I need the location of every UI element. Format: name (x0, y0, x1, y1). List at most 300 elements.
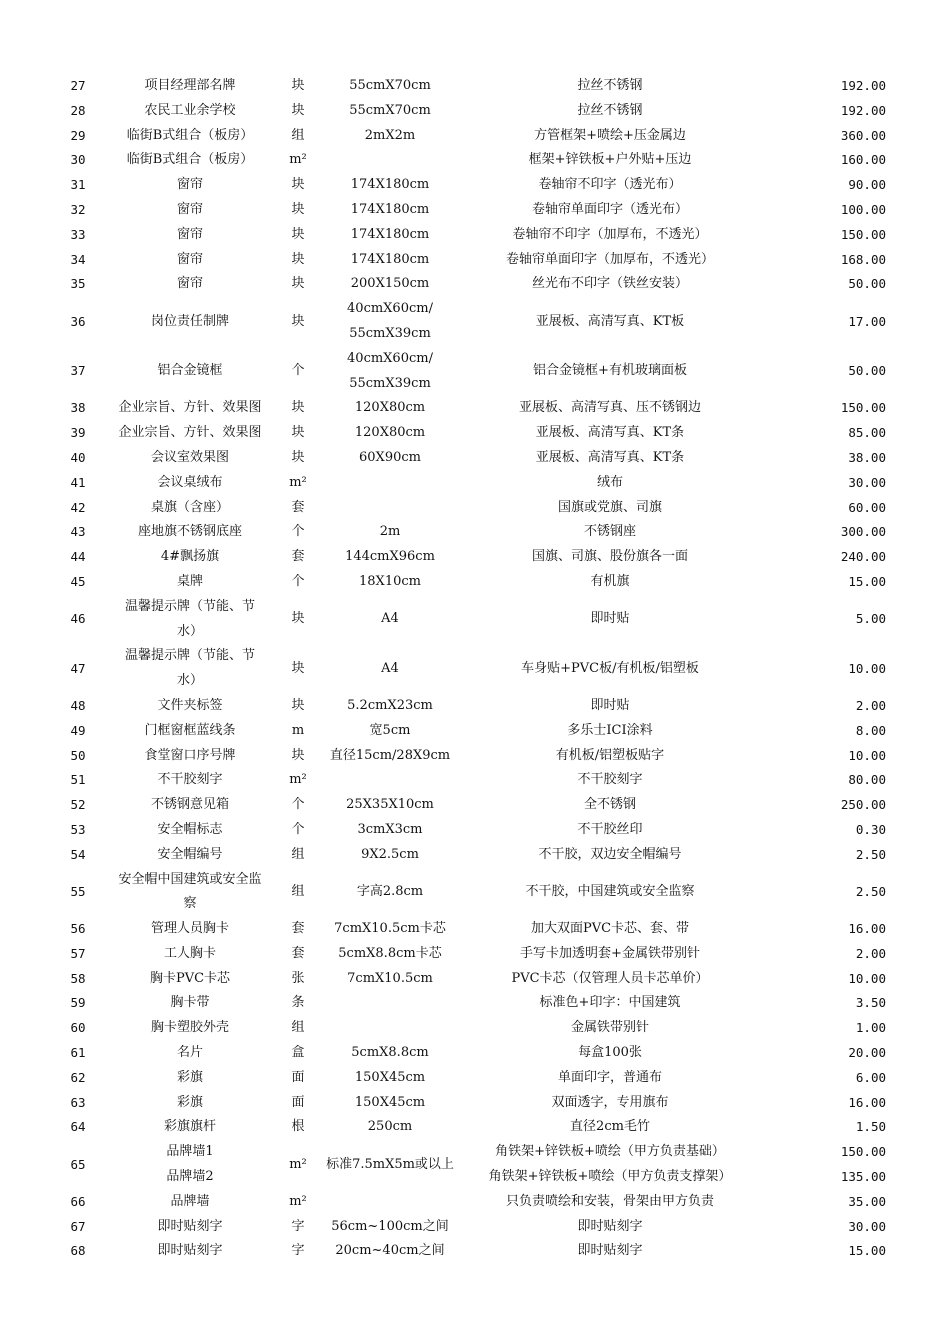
item-name: 会议室效果图 (150, 449, 229, 465)
unit-price: 10.00 (848, 660, 886, 676)
material: 亚展板、高清写真、KT条 (535, 449, 685, 465)
unit: 块 (291, 313, 305, 329)
row-number: 38 (70, 400, 86, 416)
material: 绒布 (596, 474, 623, 490)
item-name: 窗帘 (176, 276, 203, 292)
material-line1: 角铁架+锌铁板+喷绘（甲方负责基础） (495, 1144, 725, 1160)
item-name: 名片 (176, 1045, 203, 1061)
unit: m² (289, 152, 307, 168)
unit-price: 250.00 (840, 797, 886, 813)
unit-price: 240.00 (840, 549, 886, 565)
row-number: 66 (70, 1193, 86, 1209)
unit-price: 360.00 (840, 127, 886, 143)
item-name: 安全帽编号 (157, 846, 223, 862)
item-name-line2: 水） (176, 623, 203, 639)
unit: 块 (291, 251, 305, 267)
row-number: 29 (70, 127, 86, 143)
table-row (52, 768, 898, 793)
unit: 字 (291, 1243, 305, 1259)
unit-price: 50.00 (848, 363, 886, 379)
row-number: 43 (70, 524, 86, 540)
row-number: 60 (70, 1020, 86, 1036)
table-row (52, 1066, 898, 1091)
table-row (52, 967, 898, 992)
row-number: 36 (70, 313, 86, 329)
row-number: 56 (70, 921, 86, 937)
specification: 5cmX8.8cm (351, 1045, 429, 1061)
specification: 7cmX10.5cm卡芯 (334, 921, 446, 937)
unit: 个 (291, 821, 305, 837)
row-number: 63 (70, 1094, 86, 1110)
unit-price: 16.00 (848, 921, 886, 937)
specification-line2: 55cmX39cm (349, 375, 431, 391)
table-row (52, 1016, 898, 1041)
item-name-line1: 温馨提示牌（节能、节 (124, 648, 255, 664)
specification: 55cmX70cm (349, 78, 431, 93)
row-number: 40 (70, 449, 86, 465)
table-row (52, 248, 898, 273)
unit-price: 3.50 (855, 995, 886, 1011)
unit-price: 0.30 (855, 821, 886, 837)
unit: 块 (291, 276, 305, 292)
unit-price: 300.00 (840, 524, 886, 540)
material: 不干胶刻字 (577, 772, 643, 788)
unit-price: 150.00 (840, 400, 886, 416)
item-name: 即时贴刻字 (157, 1243, 223, 1259)
table-row (52, 1041, 898, 1066)
specification (320, 471, 460, 496)
unit-price: 10.00 (848, 747, 886, 763)
specification (320, 297, 460, 347)
item-name: 临街B式组合（板房） (126, 127, 254, 143)
material (460, 1140, 760, 1190)
item-name: 会议桌绒布 (157, 474, 223, 490)
row-number: 61 (70, 1045, 86, 1061)
unit: 套 (291, 921, 305, 937)
row-number: 33 (70, 226, 86, 242)
unit-price: 15.00 (848, 1243, 886, 1259)
unit-price: 20.00 (848, 1045, 886, 1061)
unit: 组 (291, 1020, 305, 1036)
table-row (52, 297, 898, 347)
material: 即时贴 (590, 611, 630, 627)
table-row (52, 421, 898, 446)
unit-price: 2.00 (855, 697, 886, 713)
item-name: 农民工业余学校 (144, 102, 236, 118)
unit: 面 (291, 1094, 305, 1110)
unit: 套 (291, 945, 305, 961)
unit: m² (289, 1156, 307, 1172)
item-name: 文件夹标签 (157, 697, 223, 713)
row-number: 54 (70, 846, 86, 862)
item-name: 胸卡PVC卡芯 (149, 970, 231, 986)
item-name: 项目经理部名牌 (144, 78, 236, 93)
material: 铝合金镜框+有机玻璃面板 (533, 363, 687, 379)
unit: 块 (291, 697, 305, 713)
table-row (52, 347, 898, 397)
row-number: 39 (70, 425, 86, 441)
specification: 150X45cm (354, 1069, 426, 1085)
row-number: 53 (70, 821, 86, 837)
specification: 55cmX70cm (349, 102, 431, 118)
unit-price: 16.00 (848, 1094, 886, 1110)
unit: 张 (291, 970, 305, 986)
unit-price: 160.00 (840, 152, 886, 168)
table-row (52, 198, 898, 223)
specification: A4 (381, 660, 399, 676)
unit-price: 192.00 (840, 78, 886, 93)
unit: 个 (291, 363, 305, 379)
material: 双面透字，专用旗布 (551, 1094, 669, 1110)
unit-price: 8.00 (855, 722, 886, 738)
material: 直径2cm毛竹 (570, 1119, 650, 1135)
specification: 56cm~100cm之间 (331, 1218, 449, 1234)
item-name: 食堂窗口序号牌 (144, 747, 236, 763)
material: 有机板/铝塑板贴字 (555, 747, 665, 763)
material: 加大双面PVC卡芯、套、带 (530, 921, 690, 937)
item-name: 胸卡带 (170, 995, 210, 1011)
material: 多乐士ICI涂料 (567, 722, 653, 738)
table-row (52, 520, 898, 545)
unit-price: 192.00 (840, 102, 886, 118)
unit-price: 168.00 (840, 251, 886, 267)
material: 不干胶丝印 (577, 821, 643, 837)
unit-price: 1.00 (855, 1020, 886, 1036)
specification: 直径15cm/28X9cm (329, 747, 451, 763)
table-row (52, 545, 898, 570)
row-number: 31 (70, 177, 86, 193)
unit-price: 80.00 (848, 772, 886, 788)
price-list-body (52, 74, 898, 1264)
specification: 174X180cm (350, 251, 430, 267)
unit-price: 5.00 (855, 611, 886, 627)
item-name: 不锈钢意见箱 (150, 797, 229, 813)
row-number: 58 (70, 970, 86, 986)
row-number: 52 (70, 797, 86, 813)
specification: 5cmX8.8cm卡芯 (338, 945, 442, 961)
unit-price: 2.50 (855, 846, 886, 862)
material: 方管框架+喷绘+压金属边 (534, 127, 686, 143)
specification (320, 1016, 460, 1041)
material: 车身贴+PVC板/有机板/铝塑板 (521, 660, 699, 676)
item-name-line1: 温馨提示牌（节能、节 (124, 598, 255, 614)
item-name: 桌旗（含座） (150, 499, 229, 515)
row-number: 51 (70, 772, 86, 788)
specification (320, 768, 460, 793)
row-number: 67 (70, 1218, 86, 1234)
material: 国旗或党旗、司旗 (557, 499, 662, 515)
specification: 150X45cm (354, 1094, 426, 1110)
table-row (52, 942, 898, 967)
material: 即时贴刻字 (577, 1218, 643, 1234)
row-number: 64 (70, 1119, 86, 1135)
unit: 组 (291, 883, 305, 899)
table-row (52, 719, 898, 744)
table-row (52, 99, 898, 124)
unit: 套 (291, 549, 305, 565)
material: 即时贴刻字 (577, 1243, 643, 1259)
unit-price: 100.00 (840, 201, 886, 217)
unit: 个 (291, 573, 305, 589)
material: 不干胶，中国建筑或安全监察 (525, 883, 695, 899)
item-name: 铝合金镜框 (157, 363, 223, 379)
table-row (52, 1091, 898, 1116)
unit-price: 150.00 (840, 226, 886, 242)
unit: 根 (291, 1119, 305, 1135)
table-row (52, 1190, 898, 1215)
row-number: 28 (70, 102, 86, 118)
item-name: 彩旗 (176, 1069, 203, 1085)
unit: m² (289, 1193, 307, 1209)
unit-price-line2: 135.00 (840, 1169, 886, 1185)
item-name: 管理人员胸卡 (150, 921, 229, 937)
unit-price: 30.00 (848, 474, 886, 490)
material: 标准色+印字：中国建筑 (539, 995, 681, 1011)
unit: 套 (291, 499, 305, 515)
specification: 120X80cm (354, 425, 426, 441)
unit-price-line1: 150.00 (840, 1144, 886, 1160)
item-name-line2: 品牌墙2 (166, 1169, 214, 1185)
row-number: 35 (70, 276, 86, 292)
table-row (52, 1215, 898, 1240)
item-name (104, 595, 276, 645)
specification-line2: 55cmX39cm (349, 325, 431, 341)
item-name-line1: 安全帽中国建筑或安全监 (118, 871, 262, 887)
specification: 宽5cm (369, 722, 411, 738)
material: 亚展板、高清写真、压不锈钢边 (518, 400, 701, 416)
table-row (52, 124, 898, 149)
unit-price: 35.00 (848, 1193, 886, 1209)
unit: 块 (291, 177, 305, 193)
row-number: 34 (70, 251, 86, 267)
item-name-line1: 品牌墙1 (166, 1144, 214, 1160)
specification: 2m (379, 524, 401, 540)
unit-price: 2.50 (855, 883, 886, 899)
material: 每盒100张 (578, 1045, 642, 1061)
table-row (52, 496, 898, 521)
specification (320, 347, 460, 397)
row-number: 37 (70, 363, 86, 379)
specification (320, 496, 460, 521)
unit-price: 10.00 (848, 970, 886, 986)
item-name: 品牌墙 (170, 1193, 210, 1209)
specification: 200X150cm (350, 276, 430, 292)
unit: 块 (291, 747, 305, 763)
item-name-line2: 水） (176, 673, 203, 689)
material: 有机旗 (590, 573, 630, 589)
row-number: 45 (70, 573, 86, 589)
item-name: 工人胸卡 (163, 945, 216, 961)
table-row (52, 446, 898, 471)
material-line2: 角铁架+锌铁板+喷绘（甲方负责支撑架） (488, 1169, 732, 1185)
specification (320, 148, 460, 173)
specification: 174X180cm (350, 226, 430, 242)
specification: 144cmX96cm (345, 549, 435, 565)
table-row (52, 793, 898, 818)
unit-price: 50.00 (848, 276, 886, 292)
row-number: 44 (70, 549, 86, 565)
unit: 块 (291, 226, 305, 242)
unit: 个 (291, 524, 305, 540)
unit: 块 (291, 78, 305, 93)
unit: 个 (291, 797, 305, 813)
item-name: 门框窗框蓝线条 (144, 722, 236, 738)
item-name: 窗帘 (176, 226, 203, 242)
table-row (52, 818, 898, 843)
material: 国旗、司旗、股份旗各一面 (531, 549, 688, 565)
table-row (52, 644, 898, 694)
item-name: 企业宗旨、方针、效果图 (118, 425, 262, 441)
material: 丝光布不印字（铁丝安装） (531, 276, 688, 292)
row-number: 50 (70, 747, 86, 763)
row-number: 46 (70, 611, 86, 627)
table-row (52, 272, 898, 297)
material: 全不锈钢 (583, 797, 636, 813)
unit: m² (289, 474, 307, 490)
item-name: 岗位责任制牌 (150, 313, 229, 329)
table-row (52, 396, 898, 421)
specification: 25X35X10cm (346, 797, 434, 813)
unit-price: 17.00 (848, 313, 886, 329)
row-number: 30 (70, 152, 86, 168)
item-name: 彩旗旗杆 (163, 1119, 216, 1135)
specification: 3cmX3cm (357, 821, 423, 837)
row-number: 32 (70, 201, 86, 217)
unit: 块 (291, 425, 305, 441)
specification: 字高2.8cm (356, 883, 424, 899)
row-number: 65 (70, 1156, 86, 1172)
unit: 条 (291, 995, 305, 1011)
table-row (52, 223, 898, 248)
unit-price: 60.00 (848, 499, 886, 515)
unit-price: 85.00 (848, 425, 886, 441)
material: 亚展板、高清写真、KT板 (535, 313, 685, 329)
specification: 120X80cm (354, 400, 426, 416)
material: 拉丝不锈钢 (577, 102, 643, 118)
table-row (52, 991, 898, 1016)
table-row (52, 173, 898, 198)
item-name: 临街B式组合（板房） (126, 152, 254, 168)
table-row (52, 74, 898, 99)
table-row (52, 843, 898, 868)
specification: 174X180cm (350, 201, 430, 217)
material: 亚展板、高清写真、KT条 (535, 425, 685, 441)
table-row (52, 1140, 898, 1190)
material: 卷轴帘单面印字（加厚布，不透光） (505, 251, 714, 267)
table-row (52, 1115, 898, 1140)
table-row (52, 744, 898, 769)
item-name: 企业宗旨、方针、效果图 (118, 400, 262, 416)
table-row (52, 570, 898, 595)
table-row (52, 148, 898, 173)
specification: 5.2cmX23cm (347, 697, 433, 713)
unit: 块 (291, 660, 305, 676)
unit: 块 (291, 611, 305, 627)
unit-price: 90.00 (848, 177, 886, 193)
material: 即时贴 (590, 697, 630, 713)
row-number: 62 (70, 1069, 86, 1085)
table-row (52, 694, 898, 719)
material: 不干胶，双边安全帽编号 (538, 846, 682, 862)
specification: 174X180cm (350, 177, 430, 193)
item-name: 胸卡塑胶外壳 (150, 1020, 229, 1036)
material: 手写卡加透明套+金属铁带别针 (520, 945, 700, 961)
unit: m² (289, 772, 307, 788)
material: 单面印字，普通布 (557, 1069, 662, 1085)
row-number: 27 (70, 78, 86, 93)
material: 金属铁带别针 (570, 1020, 649, 1036)
item-name-line2: 察 (183, 896, 197, 912)
specification (320, 991, 460, 1016)
unit: 组 (291, 846, 305, 862)
row-number: 49 (70, 722, 86, 738)
specification: 7cmX10.5cm (347, 970, 433, 986)
row-number: 68 (70, 1243, 86, 1259)
item-name: 彩旗 (176, 1094, 203, 1110)
price-list-table (52, 74, 898, 1264)
item-name: 座地旗不锈钢底座 (137, 524, 242, 540)
specification (320, 1190, 460, 1215)
row-number: 42 (70, 499, 86, 515)
unit: 盒 (291, 1045, 305, 1061)
item-name: 桌牌 (176, 573, 203, 589)
row-number: 41 (70, 474, 86, 490)
material: 卷轴帘不印字（透光布） (538, 177, 682, 193)
row-number: 48 (70, 697, 86, 713)
specification: 9X2.5cm (361, 846, 419, 862)
unit-price: 15.00 (848, 573, 886, 589)
row-number: 47 (70, 660, 86, 676)
row-number: 55 (70, 883, 86, 899)
specification: 标准7.5mX5m或以上 (326, 1156, 454, 1172)
item-name: 4#飘扬旗 (160, 549, 220, 565)
unit: m (291, 722, 305, 738)
material: 只负责喷绘和安装，骨架由甲方负责 (505, 1193, 714, 1209)
unit: 组 (291, 127, 305, 143)
unit-price: 6.00 (855, 1069, 886, 1085)
specification: 20cm~40cm之间 (335, 1243, 445, 1259)
table-row (52, 1239, 898, 1264)
specification: 60X90cm (359, 449, 421, 465)
item-name (104, 868, 276, 918)
item-name: 安全帽标志 (157, 821, 223, 837)
material: 拉丝不锈钢 (577, 78, 643, 93)
item-name (104, 1140, 276, 1190)
unit-price: 1.50 (855, 1119, 886, 1135)
material: 卷轴帘不印字（加厚布，不透光） (512, 226, 708, 242)
unit: 字 (291, 1218, 305, 1234)
unit: 块 (291, 102, 305, 118)
item-name: 即时贴刻字 (157, 1218, 223, 1234)
item-name: 窗帘 (176, 201, 203, 217)
material: 不锈钢座 (583, 524, 636, 540)
material: 框架+锌铁板+户外贴+压边 (528, 152, 692, 168)
table-row (52, 471, 898, 496)
unit: 块 (291, 201, 305, 217)
unit: 面 (291, 1069, 305, 1085)
table-row (52, 595, 898, 645)
unit: 块 (291, 400, 305, 416)
unit-price (760, 1140, 898, 1190)
unit-price: 30.00 (848, 1218, 886, 1234)
specification-line1: 40cmX60cm/ (347, 350, 433, 366)
row-number: 57 (70, 945, 86, 961)
unit: 块 (291, 449, 305, 465)
unit-price: 38.00 (848, 449, 886, 465)
item-name (104, 644, 276, 694)
specification: 18X10cm (359, 573, 421, 589)
specification-line1: 40cmX60cm/ (347, 301, 433, 317)
